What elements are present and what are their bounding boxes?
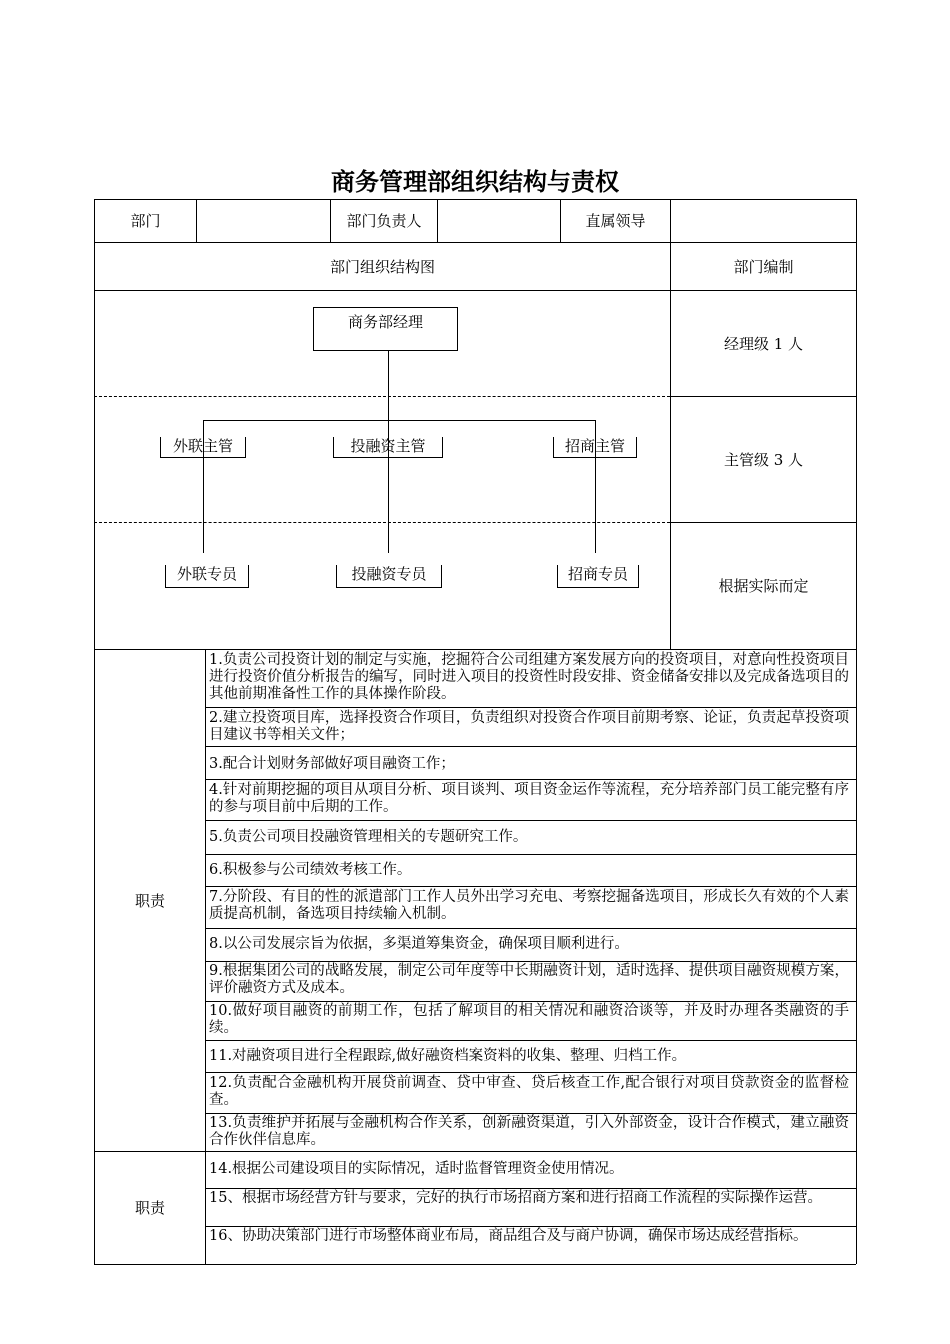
row-divider	[205, 1040, 856, 1041]
direct-leader-value	[671, 200, 856, 242]
org-node-investment-specialist	[557, 565, 639, 588]
staffing-label: 部门编制	[733, 257, 794, 276]
duty-item: 13.负责维护并拓展与金融机构合作关系，创新融资渠道，引入外部资金，设计合作模式，建立融资合作伙伴信息库。	[209, 1115, 849, 1148]
duty-item: 7.分阶段、有目的性的派遣部门工作人员外出学习充电、考察挖掘备选项目，形成长久有效的个人素质提高机制，备选项目持续输入机制。	[209, 889, 849, 922]
col-divider	[205, 649, 206, 1264]
row-divider	[205, 1188, 856, 1189]
level-separator	[94, 522, 670, 523]
staffing-manager: 经理级 1 人	[723, 334, 804, 353]
row-divider	[205, 1113, 856, 1114]
row-divider	[205, 707, 856, 708]
dept-label: 部门	[130, 212, 161, 230]
direct-leader-label: 直属领导	[585, 212, 646, 230]
connector-line	[388, 445, 389, 553]
staffing-supervisor: 主管级 3 人	[723, 450, 804, 469]
level-separator	[94, 396, 670, 397]
row-divider	[94, 1151, 856, 1152]
connector-line	[388, 350, 389, 445]
org-node-investment-supervisor	[553, 437, 637, 458]
duty-item: 8.以公司发展宗旨为依据，多渠道筹集资金，确保项目顺利进行。	[209, 936, 629, 952]
org-node-label: 商务部经理	[347, 313, 423, 331]
row-divider	[205, 854, 856, 855]
table-border-right	[856, 199, 857, 1264]
table-border-bottom	[94, 1264, 856, 1265]
duty-item: 10.做好项目融资的前期工作，包括了解项目的相关情况和融资洽谈等，并及时办理各类融资的手续。	[209, 1003, 849, 1036]
duty-item: 12.负责配合金融机构开展贷前调查、贷中审查、贷后核查工作,配合银行对项目贷款资金的监督检查。	[209, 1075, 849, 1108]
org-node-manager	[313, 307, 458, 351]
org-node-label: 外联主管	[172, 437, 233, 455]
duty-item: 16、协助决策部门进行市场整体商业布局，商品组合及与商户协调，确保市场达成经营指标。	[209, 1228, 808, 1244]
row-divider	[205, 746, 856, 747]
connector-line	[203, 420, 595, 421]
duty-item: 11.对融资项目进行全程跟踪,做好融资档案资料的收集、整理、归档工作。	[209, 1048, 687, 1064]
org-node-label: 招商专员	[567, 565, 628, 583]
duties-label: 职责	[134, 891, 165, 910]
org-node-label: 投融资主管	[350, 437, 426, 455]
staffing-specialist: 根据实际而定	[718, 577, 809, 595]
row-divider	[205, 886, 856, 887]
dept-head-label: 部门负责人	[346, 212, 422, 230]
org-node-label: 外联专员	[176, 565, 237, 583]
row-divider	[94, 649, 856, 650]
org-node-finance-specialist	[336, 565, 442, 588]
org-node-outreach-specialist	[165, 565, 249, 588]
row-divider	[205, 1001, 856, 1002]
org-node-label: 招商主管	[564, 437, 625, 455]
org-node-finance-supervisor	[333, 437, 443, 458]
duty-item: 14.根据公司建设项目的实际情况，适时监督管理资金使用情况。	[209, 1161, 624, 1177]
duty-item: 4.针对前期挖掘的项目从项目分析、项目谈判、项目资金运作等流程，充分培养部门员工能完整有序的参与项目前中后期的工作。	[209, 782, 849, 815]
page-title: 商务管理部组织结构与责权	[331, 168, 619, 196]
duty-item: 2.建立投资项目库，选择投资合作项目，负责组织对投资合作项目前期考察、论证，负责起草投资项目建议书等相关文件；	[209, 710, 849, 743]
dept-head-value	[438, 200, 560, 242]
duty-item: 5.负责公司项目投融资管理相关的专题研究工作。	[209, 829, 528, 845]
duty-item: 1.负责公司投资计划的制定与实施，挖掘符合公司组建方案发展方向的投资项目，对意向性投资项目进行投资价值分析报告的编写，同时进入项目的投资性时段安排、资金储备安排以及完成备选项目的其他前期准备性工作的具体操作阶段。	[209, 652, 849, 702]
org-chart-label: 部门组织结构图	[329, 257, 435, 276]
org-node-outreach-supervisor	[160, 437, 246, 458]
row-divider	[205, 1226, 856, 1227]
row-divider	[205, 961, 856, 962]
row-divider	[205, 1072, 856, 1073]
row-divider	[205, 779, 856, 780]
row-divider	[205, 820, 856, 821]
row-divider	[205, 928, 856, 929]
duty-item: 6.积极参与公司绩效考核工作。	[209, 862, 412, 878]
duty-item: 3.配合计划财务部做好项目融资工作；	[209, 756, 455, 772]
duty-item: 15、根据市场经营方针与要求，完好的执行市场招商方案和进行招商工作流程的实际操作运营。	[209, 1190, 822, 1206]
dept-value	[197, 200, 330, 242]
org-node-label: 投融资专员	[351, 565, 427, 583]
duty-item: 9.根据集团公司的战略发展，制定公司年度等中长期融资计划，适时选择、提供项目融资规模方案，评价融资方式及成本。	[209, 963, 849, 996]
duties-label: 职责	[134, 1199, 165, 1217]
